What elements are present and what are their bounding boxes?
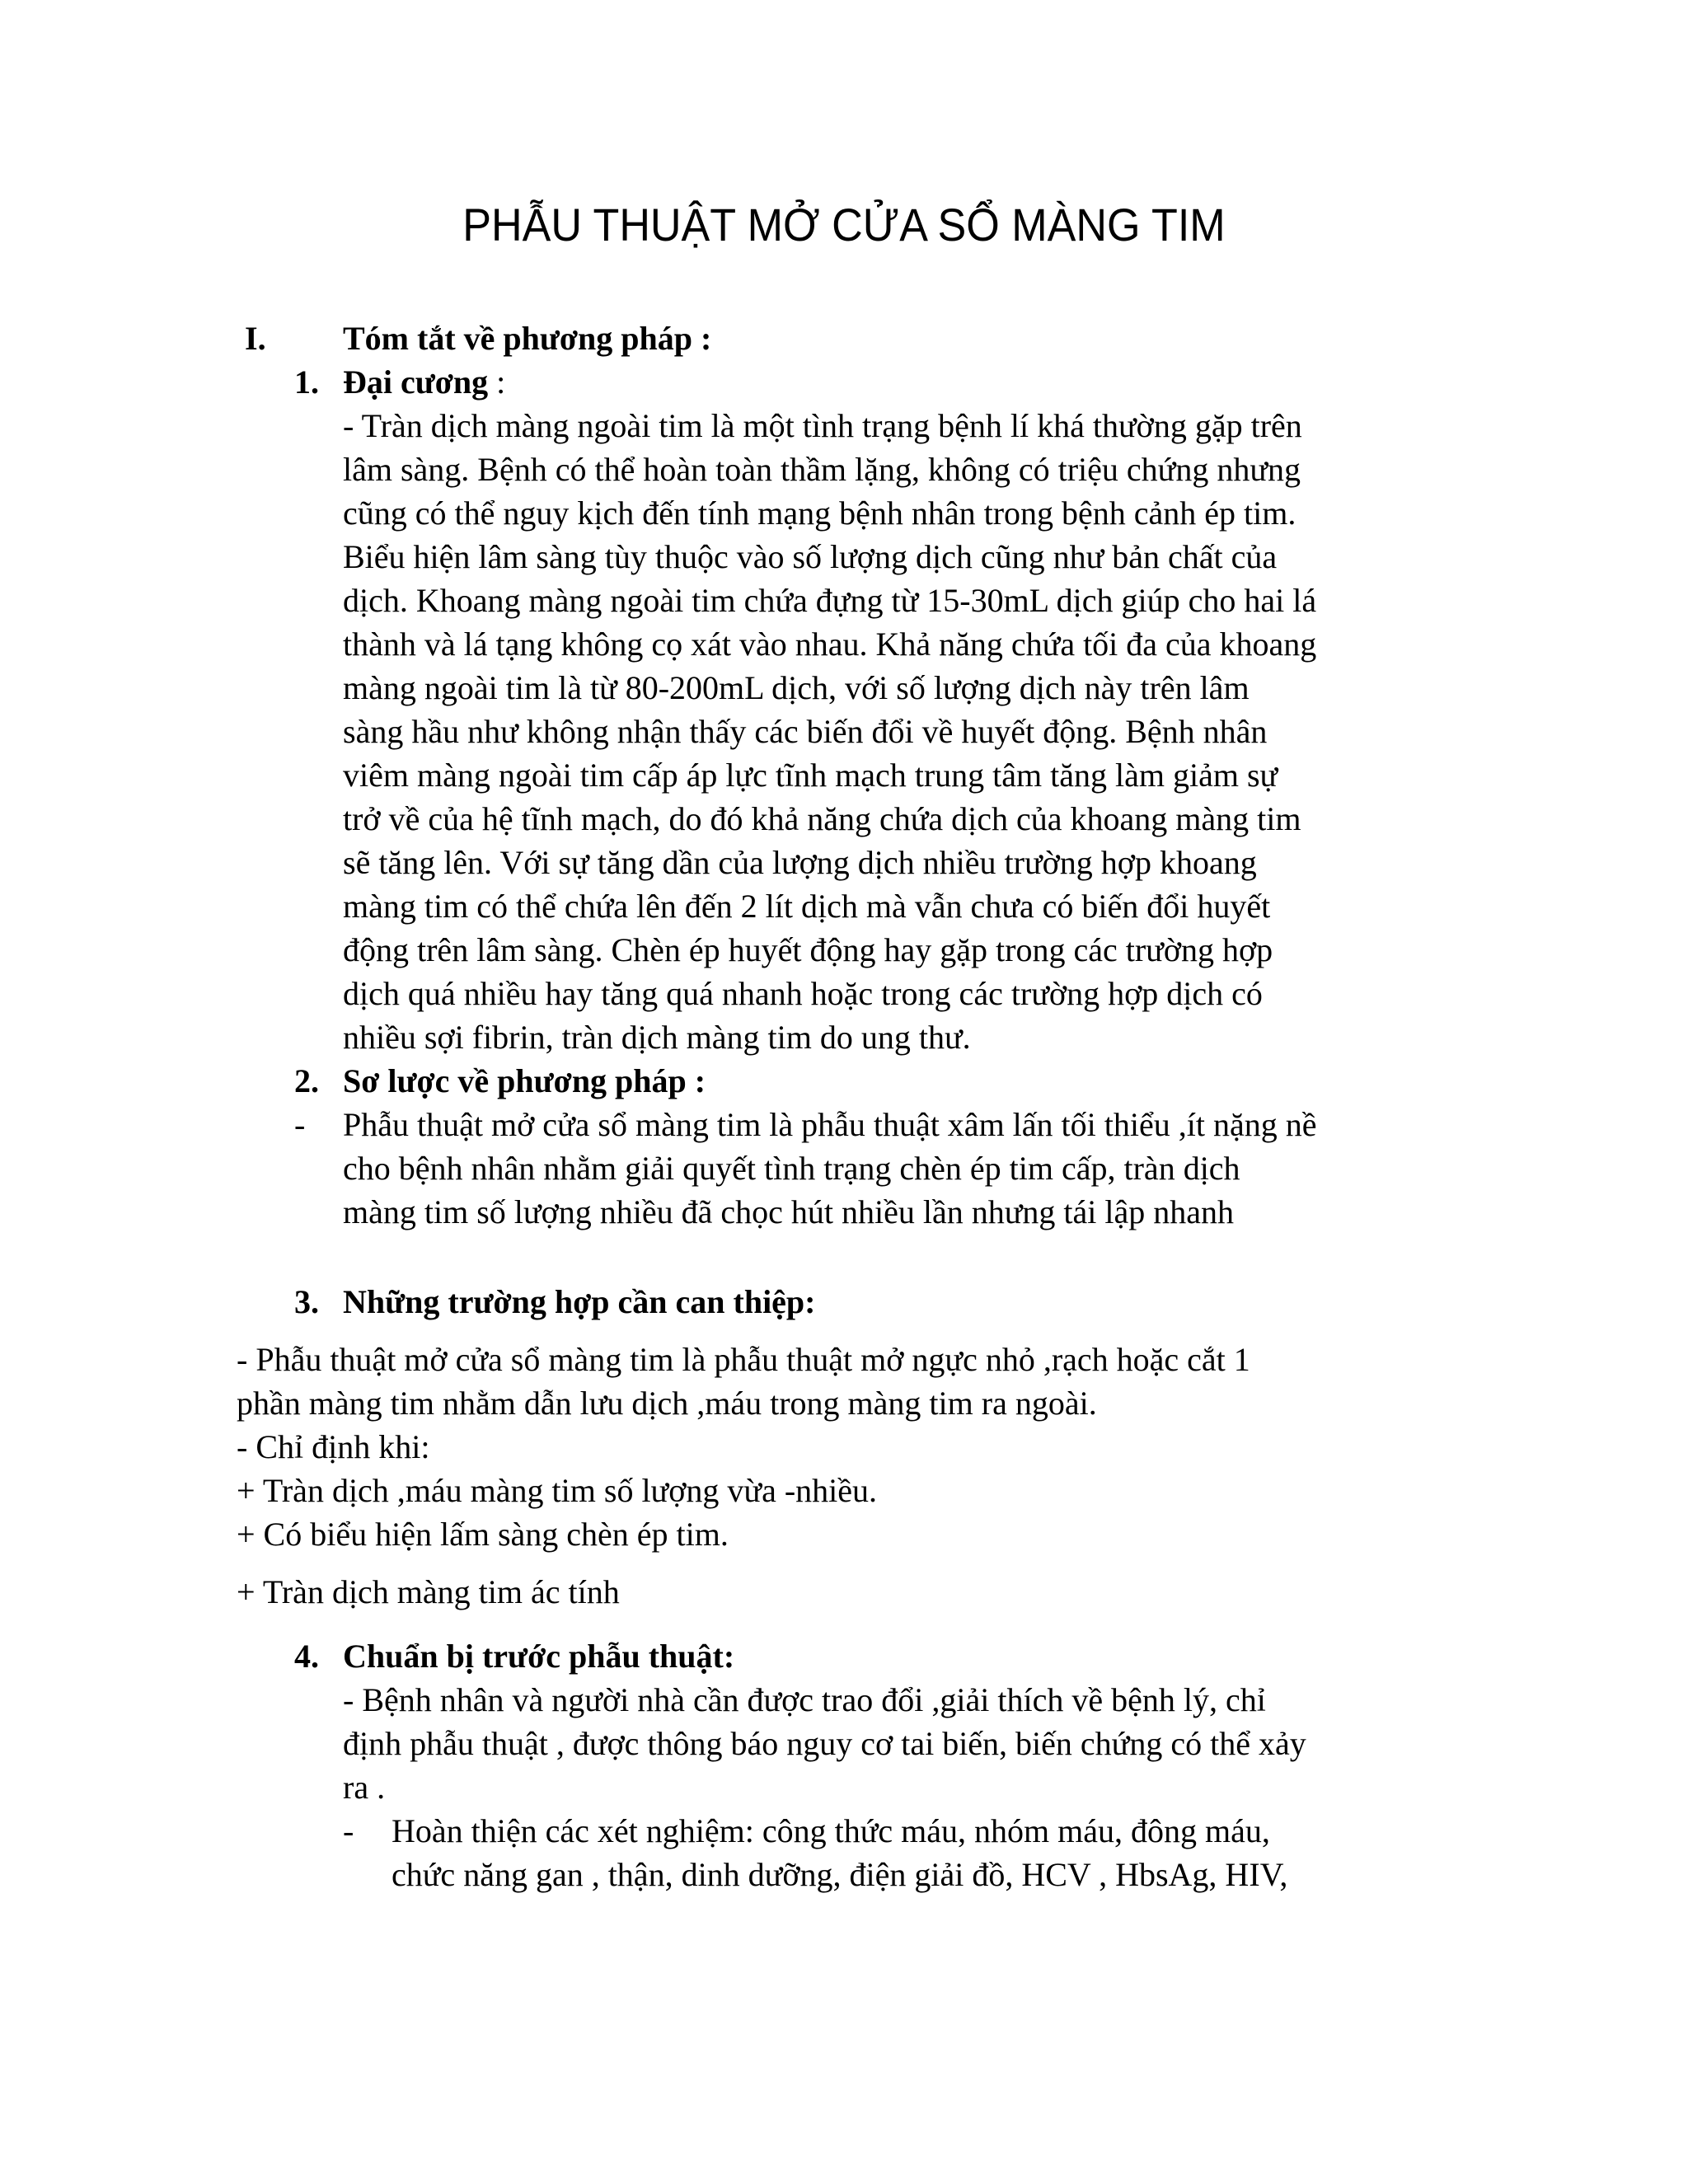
paragraph-line: viêm màng ngoài tim cấp áp lực tĩnh mạch trung tâm tăng làm giảm sự <box>343 757 1278 794</box>
paragraph-line: - Chỉ định khi: <box>237 1428 430 1465</box>
subsection-marker: 2. <box>294 1062 319 1099</box>
paragraph-line: sàng hầu như không nhận thấy các biến đổi về huyết động. Bệnh nhân <box>343 713 1268 750</box>
paragraph-line: dịch quá nhiều hay tăng quá nhanh hoặc trong các trường hợp dịch có <box>343 975 1263 1012</box>
paragraph-line: - Tràn dịch màng ngoài tim là một tình trạng bệnh lí khá thường gặp trên <box>343 407 1302 444</box>
paragraph-line: lâm sàng. Bệnh có thể hoàn toàn thầm lặng, không có triệu chứng nhưng <box>343 451 1301 488</box>
subsection-marker: 3. <box>294 1283 319 1320</box>
subsection-marker: 1. <box>294 363 319 401</box>
paragraph-line: nhiều sợi fibrin, tràn dịch màng tim do ung thư. <box>343 1019 971 1056</box>
subsection-marker: 4. <box>294 1638 319 1675</box>
paragraph-line: màng tim số lượng nhiều đã chọc hút nhiều lần nhưng tái lập nhanh <box>343 1193 1234 1230</box>
paragraph-line: Biểu hiện lâm sàng tùy thuộc vào số lượng dịch cũng như bản chất của <box>343 538 1278 575</box>
paragraph-line: trở về của hệ tĩnh mạch, do đó khả năng chứa dịch của khoang màng tim <box>343 800 1301 837</box>
paragraph-line: Hoàn thiện các xét nghiệm: công thức máu, nhóm máu, đông máu, <box>392 1812 1270 1849</box>
subsection-heading: Chuẩn bị trước phẫu thuật: <box>343 1638 735 1675</box>
paragraph-line: Phẫu thuật mở cửa sổ màng tim là phẫu thuật xâm lấn tối thiểu ,ít nặng nề <box>343 1106 1317 1143</box>
paragraph-line: - Phẫu thuật mở cửa sổ màng tim là phẫu thuật mở ngực nhỏ ,rạch hoặc cắt 1 <box>237 1341 1250 1378</box>
page-title: PHẪU THUẬT MỞ CỬA SỔ MÀNG TIM <box>462 199 1226 251</box>
subsection-heading: Những trường hợp cần can thiệp: <box>343 1283 816 1320</box>
bullet-dash: - <box>343 1812 354 1849</box>
paragraph-line: ra . <box>343 1769 386 1806</box>
list-item: + Tràn dịch ,máu màng tim số lượng vừa -nhiều. <box>237 1472 878 1509</box>
paragraph-line: cũng có thể nguy kịch đến tính mạng bệnh nhân trong bệnh cảnh ép tim. <box>343 494 1296 532</box>
paragraph-line: phần màng tim nhằm dẫn lưu dịch ,máu trong màng tim ra ngoài. <box>237 1385 1097 1422</box>
bullet-dash: - <box>294 1106 306 1143</box>
paragraph-line: dịch. Khoang màng ngoài tim chứa đựng từ 15-30mL dịch giúp cho hai lá <box>343 582 1317 619</box>
paragraph-line: động trên lâm sàng. Chèn ép huyết động hay gặp trong các trường hợp <box>343 931 1273 968</box>
paragraph-line: cho bệnh nhân nhằm giải quyết tình trạng chèn ép tim cấp, tràn dịch <box>343 1150 1240 1187</box>
list-item: + Tràn dịch màng tim ác tính <box>237 1573 620 1610</box>
paragraph-line: thành và lá tạng không cọ xát vào nhau. Khả năng chứa tối đa của khoang <box>343 626 1317 663</box>
paragraph-line: màng tim có thể chứa lên đến 2 lít dịch mà vẫn chưa có biến đổi huyết <box>343 888 1271 925</box>
subsection-heading-suffix: : <box>488 363 506 401</box>
subsection-heading: Sơ lược về phương pháp : <box>343 1062 706 1099</box>
list-item: + Có biểu hiện lấm sàng chèn ép tim. <box>237 1516 729 1553</box>
paragraph-line: chức năng gan , thận, dinh dưỡng, điện giải đồ, HCV , HbsAg, HIV, <box>392 1856 1288 1893</box>
paragraph-line: định phẫu thuật , được thông báo nguy cơ tai biến, biến chứng có thể xảy <box>343 1725 1306 1762</box>
paragraph-line: sẽ tăng lên. Với sự tăng dần của lượng dịch nhiều trường hợp khoang <box>343 844 1257 881</box>
subsection-heading-text: Đại cương <box>343 363 489 401</box>
paragraph-line: màng ngoài tim là từ 80-200mL dịch, với số lượng dịch này trên lâm <box>343 669 1250 706</box>
section-heading: Tóm tắt về phương pháp : <box>343 320 712 357</box>
section-marker: I. <box>245 320 266 357</box>
subsection-heading <box>343 360 505 404</box>
paragraph-line: - Bệnh nhân và người nhà cần được trao đổi ,giải thích về bệnh lý, chỉ <box>343 1681 1266 1718</box>
